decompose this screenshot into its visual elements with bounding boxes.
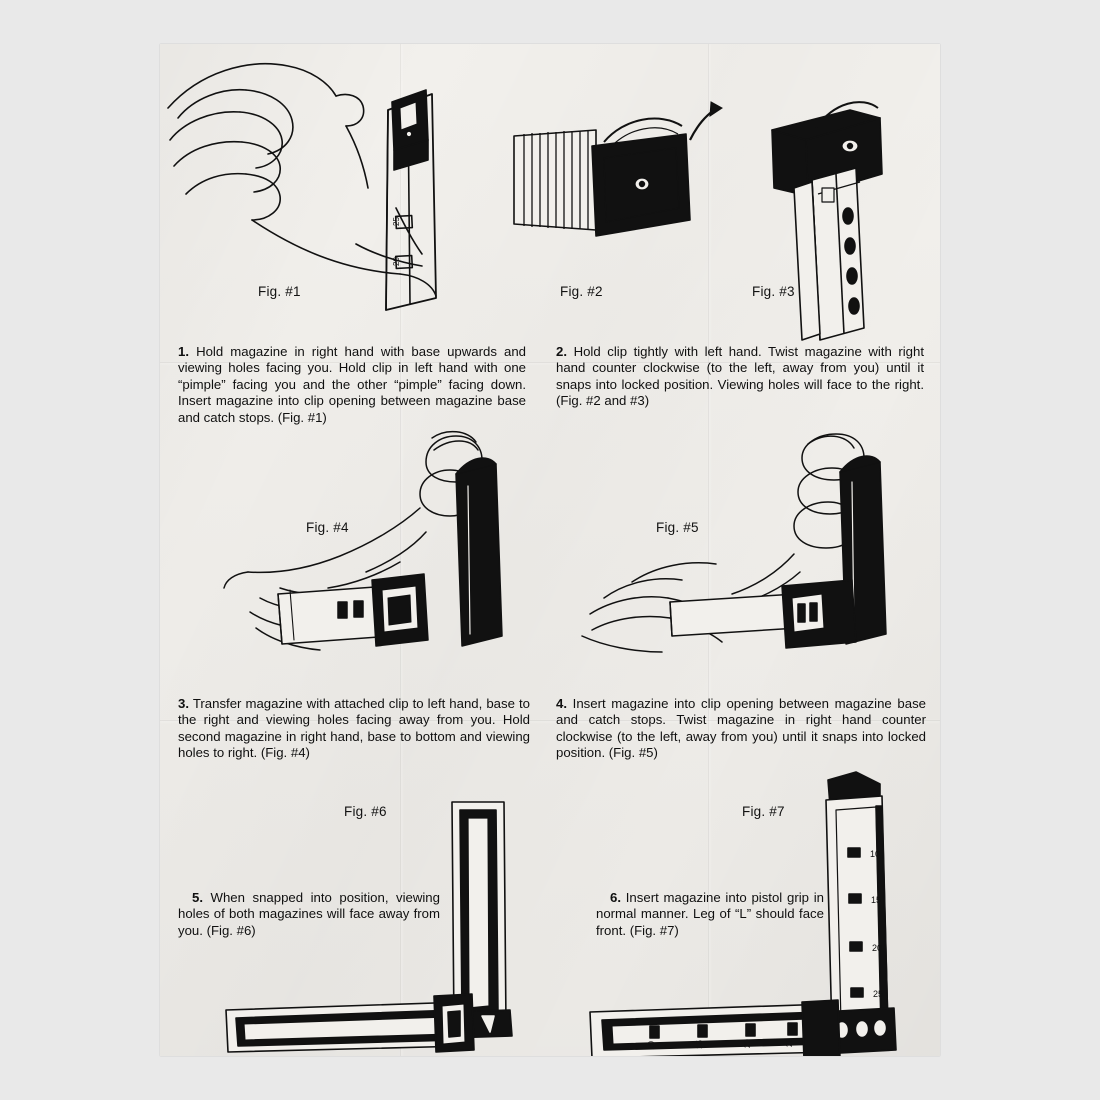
step-4-body: Insert magazine into clip opening between magazine base and catch stops. Twist magazine in right hand counter clockwise (to the left, away from you) until it snaps into locked position. (Fig. #5) [556,696,926,761]
figure-5-label: Fig. #5 [656,520,699,535]
step-4-text [556,696,926,762]
svg-text:25: 25 [785,1038,794,1047]
figure-1-illustration [160,48,490,318]
step-5-body: When snapped into position, viewing holes of both magazines will face away from you. (Fig. #6) [178,890,440,938]
figure-7-label: Fig. #7 [742,804,785,819]
figure-4-illustration [220,422,550,672]
figure-3-illustration [750,84,930,344]
step-2-text [556,344,924,410]
figure-5-illustration [570,422,910,672]
step-1-body: Hold magazine in right hand with base upwards and viewing holes facing you. Hold clip in left hand with one “pimple” facing you and the other “pimple” facing down. Insert magazine into clip opening between magazine base and catch stops. (Fig. #1) [178,344,526,425]
svg-text:20: 20 [872,943,883,953]
step-1-text [178,344,526,426]
svg-text:10: 10 [870,849,881,859]
step-5-number: 5. [192,890,203,905]
figure-2-label: Fig. #2 [560,284,603,299]
svg-text:20: 20 [392,257,401,266]
step-5-text [178,890,440,939]
svg-text:25: 25 [392,217,401,226]
svg-text:15: 15 [871,895,882,905]
figure-2-illustration [500,96,730,256]
step-6-body: Insert magazine into pistol grip in normal manner. Leg of “L” should face front. (Fig. #7) [596,890,824,938]
figure-3-label: Fig. #3 [752,284,795,299]
svg-text:20: 20 [743,1039,752,1048]
figure-6-label: Fig. #6 [344,804,387,819]
step-2-body: Hold clip tightly with left hand. Twist magazine with right hand counter clockwise (to the left, away from you) until it snaps into locked position. Viewing holes will face to the right. (Fig. #2 and #3) [556,344,925,409]
svg-text:15: 15 [695,1040,704,1049]
step-6-text [596,890,824,939]
step-6-number: 6. [610,890,621,905]
instruction-sheet-page [160,44,940,1056]
step-2-number: 2. [556,344,567,359]
svg-text:25: 25 [873,989,884,999]
figure-4-label: Fig. #4 [306,520,349,535]
step-4-number: 4. [556,696,567,711]
step-3-number: 3. [178,696,189,711]
figure-1-label: Fig. #1 [258,284,301,299]
step-3-text [178,696,530,762]
step-1-number: 1. [178,344,189,359]
step-3-body: Transfer magazine with attached clip to left hand, base to the right and viewing holes facing away from you. Hold second magazine in right hand, base to bottom and viewing holes to right. (Fig. #4) [178,696,530,761]
svg-text:10: 10 [647,1041,656,1050]
